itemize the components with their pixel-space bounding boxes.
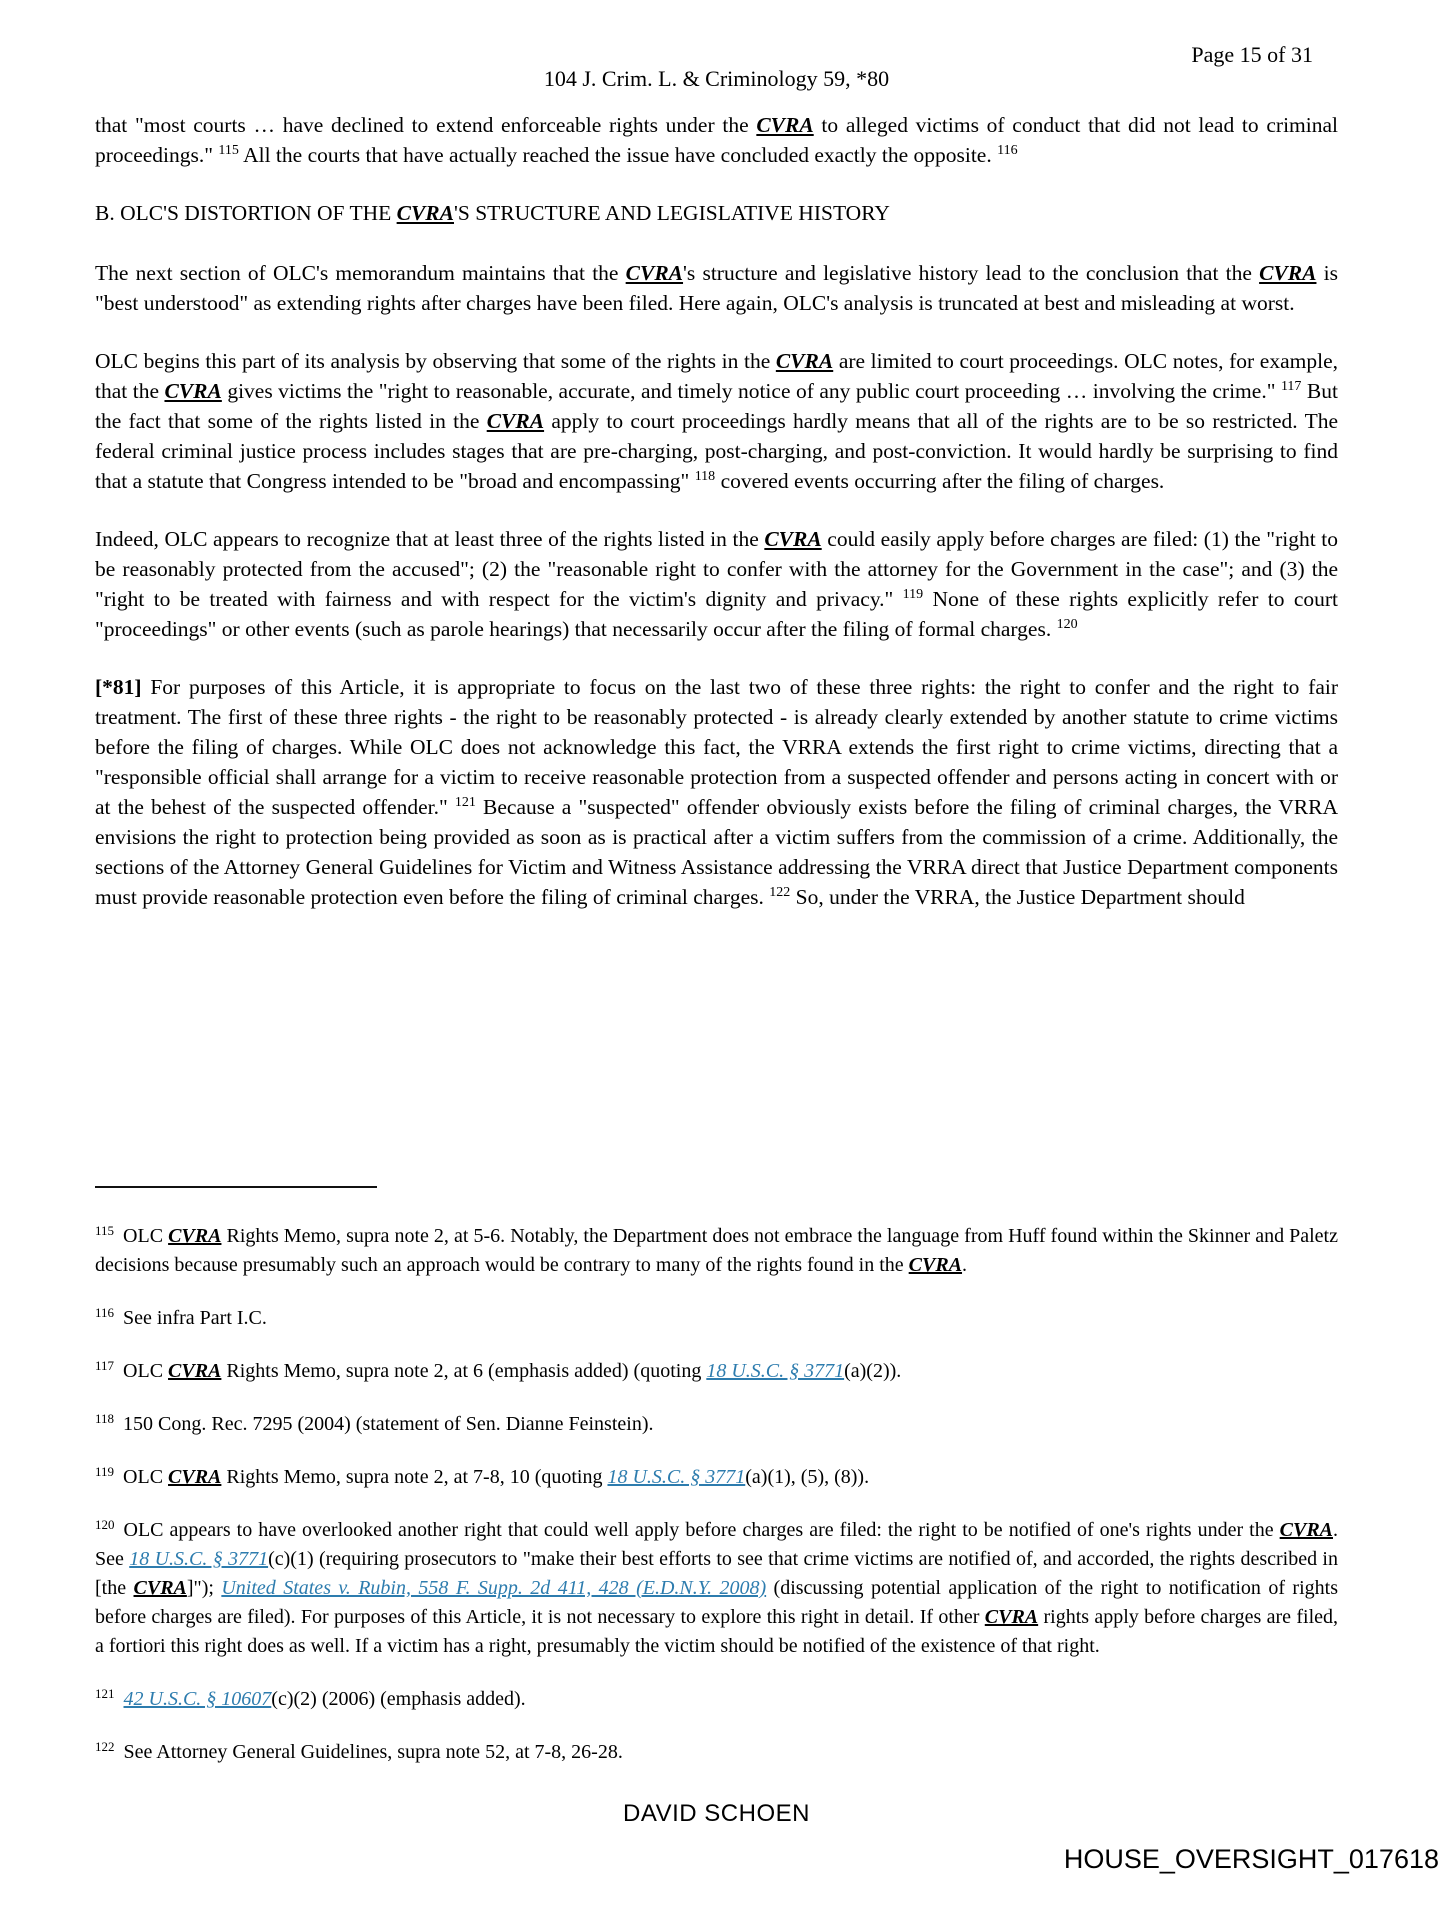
statute-abbrev: CVRA xyxy=(168,1360,222,1382)
footnote-ref: 120 xyxy=(1056,617,1078,633)
statute-abbrev: CVRA xyxy=(168,1225,222,1247)
statute-abbrev: CVRA xyxy=(396,201,454,225)
statute-abbrev: CVRA xyxy=(756,113,814,137)
text-run: (discussing potential application of the right to notification of rights before charges are filed). For purposes of this Article, it is not necessary to explore this right in detail. If other xyxy=(95,1577,1338,1628)
text-run: The next section of OLC's memorandum maintains that the xyxy=(95,261,626,285)
paragraph xyxy=(95,110,1338,170)
text-run: to alleged victims of conduct that did not lead to criminal proceedings." xyxy=(95,113,1338,167)
statute-link[interactable]: 42 U.S.C. § 10607 xyxy=(123,1688,272,1710)
statute-abbrev: CVRA xyxy=(164,379,222,403)
text-run: All the courts that have actually reached the issue have concluded exactly the opposite. xyxy=(238,143,998,167)
statute-abbrev: CVRA xyxy=(908,1254,963,1276)
footnote-number: 118 xyxy=(95,1410,115,1426)
footnote-118 xyxy=(95,1410,1338,1439)
footnote-number: 122 xyxy=(95,1738,115,1754)
footnote-116 xyxy=(95,1304,1338,1333)
text-run: are limited to court proceedings. OLC notes, for example, that the xyxy=(95,349,1338,403)
text-run: Because a "suspected" offender obviously exists before the filing of criminal charges, the VRRA envisions the right to protection being provided as soon as is practical after a victim suffers from the commission of a crime. Additionally, the sections of the Attorney General Guidelines for Victim and Witness Assistance addressing the VRRA direct that Justice Department components must provide reasonable protection even before the filing of criminal charges. xyxy=(95,795,1338,909)
footnote-ref: 119 xyxy=(902,587,924,603)
statute-abbrev: CVRA xyxy=(625,261,684,285)
footnote-number: 116 xyxy=(95,1304,115,1320)
case-link[interactable]: United States v. Rubin, 558 F. Supp. 2d 411, 428 (E.D.N.Y. 2008) xyxy=(221,1577,767,1599)
footnote-120 xyxy=(95,1516,1338,1661)
paragraph xyxy=(95,524,1338,644)
footnotes-list xyxy=(95,1222,1338,1791)
text-run: OLC xyxy=(123,1360,169,1382)
statute-link[interactable]: 18 U.S.C. § 3771 xyxy=(706,1360,845,1382)
text-run: For purposes of this Article, it is appropriate to focus on the last two of these three rights: the right to confer and the right to fair treatment. The first of these three rights - the right to be reasonably protected - is already clearly extended by another statute to crime victims before the filing of charges. While OLC does not acknowledge this fact, the VRRA extends the first right to crime victims, directing that a "responsible official shall arrange for a victim to receive reasonable protection from a suspected offender and persons acting in concert with or at the behest of the suspected offender." xyxy=(95,675,1338,819)
statute-abbrev: CVRA xyxy=(775,349,834,373)
text-run: ]"); xyxy=(186,1577,222,1599)
text-run: covered events occurring after the filing of charges. xyxy=(715,469,1165,493)
text-run: . See xyxy=(95,1519,1338,1570)
text-run: rights apply before charges are filed, a fortiori this right does as well. If a victim has a right, presumably the victim should be notified of the existence of that right. xyxy=(95,1606,1339,1657)
text-run: is "best understood" as extending rights after charges have been filed. Here again, OLC's analysis is truncated at best and misleading at worst. xyxy=(95,261,1338,315)
text-run: So, under the VRRA, the Justice Department should xyxy=(790,885,1245,909)
statute-link[interactable]: 18 U.S.C. § 3771 xyxy=(607,1466,746,1488)
section-heading xyxy=(95,198,1338,228)
header-citation: 104 J. Crim. L. & Criminology 59, *80 xyxy=(543,66,890,91)
text-run: 'S STRUCTURE AND LEGISLATIVE HISTORY xyxy=(454,201,890,225)
text-run: Rights Memo, supra note 2, at 6 (emphasis added) (quoting xyxy=(221,1360,707,1382)
text-run: could easily apply before charges are filed: (1) the "right to be reasonably protected from the accused"; (2) the "reasonable right to confer with the attorney for the Government in the case"; and (3) the "right to be treated with fairness and with respect for the victim's dignity and privacy." xyxy=(95,527,1338,611)
statute-abbrev: CVRA xyxy=(764,527,822,551)
statute-abbrev: CVRA xyxy=(133,1577,187,1599)
footnote-119 xyxy=(95,1463,1338,1492)
text-run: OLC xyxy=(123,1225,169,1247)
text-run: See infra Part I.C. xyxy=(123,1307,267,1329)
statute-abbrev: CVRA xyxy=(984,1606,1039,1628)
statute-link[interactable]: 18 U.S.C. § 3771 xyxy=(129,1548,269,1570)
footnote-ref: 116 xyxy=(997,143,1018,159)
paragraph xyxy=(95,346,1338,496)
footnote-121 xyxy=(95,1685,1338,1714)
text-run: (a)(1), (5), (8)). xyxy=(745,1466,870,1488)
footnote-separator xyxy=(95,1186,377,1188)
text-run: OLC appears to have overlooked another right that could well apply before charges are filed: the right to be notified of one's rights under the xyxy=(123,1519,1280,1541)
statute-abbrev: CVRA xyxy=(486,409,545,433)
footnote-number: 120 xyxy=(95,1516,115,1532)
paragraph xyxy=(95,672,1338,912)
statute-abbrev: CVRA xyxy=(1259,261,1317,285)
footnote-number: 119 xyxy=(95,1463,115,1479)
footnote-ref: 118 xyxy=(694,469,716,485)
text-run: OLC begins this part of its analysis by observing that some of the rights in the xyxy=(95,349,776,373)
bates-number: HOUSE_OVERSIGHT_017618 xyxy=(1063,1844,1439,1874)
paragraph xyxy=(95,258,1338,318)
text-run: (a)(2)). xyxy=(844,1360,902,1382)
footnote-number: 117 xyxy=(95,1357,115,1373)
statute-abbrev: CVRA xyxy=(168,1466,222,1488)
text-run: 150 Cong. Rec. 7295 (2004) (statement of Sen. Dianne Feinstein). xyxy=(123,1413,654,1435)
footnote-ref: 122 xyxy=(769,885,791,901)
footnote-ref: 115 xyxy=(218,143,239,159)
text-run: . xyxy=(962,1254,968,1276)
footnote-117 xyxy=(95,1357,1338,1386)
footnote-122 xyxy=(95,1738,1338,1767)
page-indicator: Page 15 of 31 xyxy=(1191,42,1313,67)
text-run: (c)(1) (requiring prosecutors to "make their best efforts to see that crime victims are notified of, and accorded, the rights described in [the xyxy=(95,1548,1338,1599)
footnote-number: 121 xyxy=(95,1685,115,1701)
footnote-115 xyxy=(95,1222,1338,1280)
text-run: gives victims the "right to reasonable, accurate, and timely notice of any public court proceeding … involving the crime." xyxy=(221,379,1281,403)
text-run: 's structure and legislative history lead to the conclusion that the xyxy=(683,261,1260,285)
footnote-ref: 117 xyxy=(1280,379,1302,395)
body-content xyxy=(95,110,1338,940)
text-run: None of these rights explicitly refer to court "proceedings" or other events (such as parole hearings) that necessarily occur after the filing of formal charges. xyxy=(95,587,1339,641)
text-run: Rights Memo, supra note 2, at 7-8, 10 (quoting xyxy=(221,1466,608,1488)
text-run: OLC xyxy=(123,1466,169,1488)
text-run: that "most courts … have declined to extend enforceable rights under the xyxy=(95,113,757,137)
text-run: Indeed, OLC appears to recognize that at least three of the rights listed in the xyxy=(95,527,765,551)
text-run: (c)(2) (2006) (emphasis added). xyxy=(271,1688,526,1710)
statute-abbrev: CVRA xyxy=(1279,1519,1333,1541)
text-run: But the fact that some of the rights listed in the xyxy=(95,379,1338,433)
text-run: B. OLC'S DISTORTION OF THE xyxy=(95,201,397,225)
text-run: [*81] xyxy=(95,675,142,699)
text-run: See Attorney General Guidelines, supra note 52, at 7-8, 26-28. xyxy=(123,1741,623,1763)
author-name: DAVID SCHOEN xyxy=(623,1800,810,1827)
text-run: Rights Memo, supra note 2, at 5-6. Notably, the Department does not embrace the language from Huff found within the Skinner and Paletz decisions because presumably such an approach would be contrary to many of the rights found in the xyxy=(95,1225,1338,1276)
footnote-ref: 121 xyxy=(454,795,476,811)
text-run: apply to court proceedings hardly means that all of the rights are to be so restricted. The federal criminal justice process includes stages that are pre-charging, post-charging, and post-conviction. It would hardly be surprising to find that a statute that Congress intended to be "broad and encompassing" xyxy=(95,409,1338,493)
footnote-number: 115 xyxy=(95,1222,115,1238)
